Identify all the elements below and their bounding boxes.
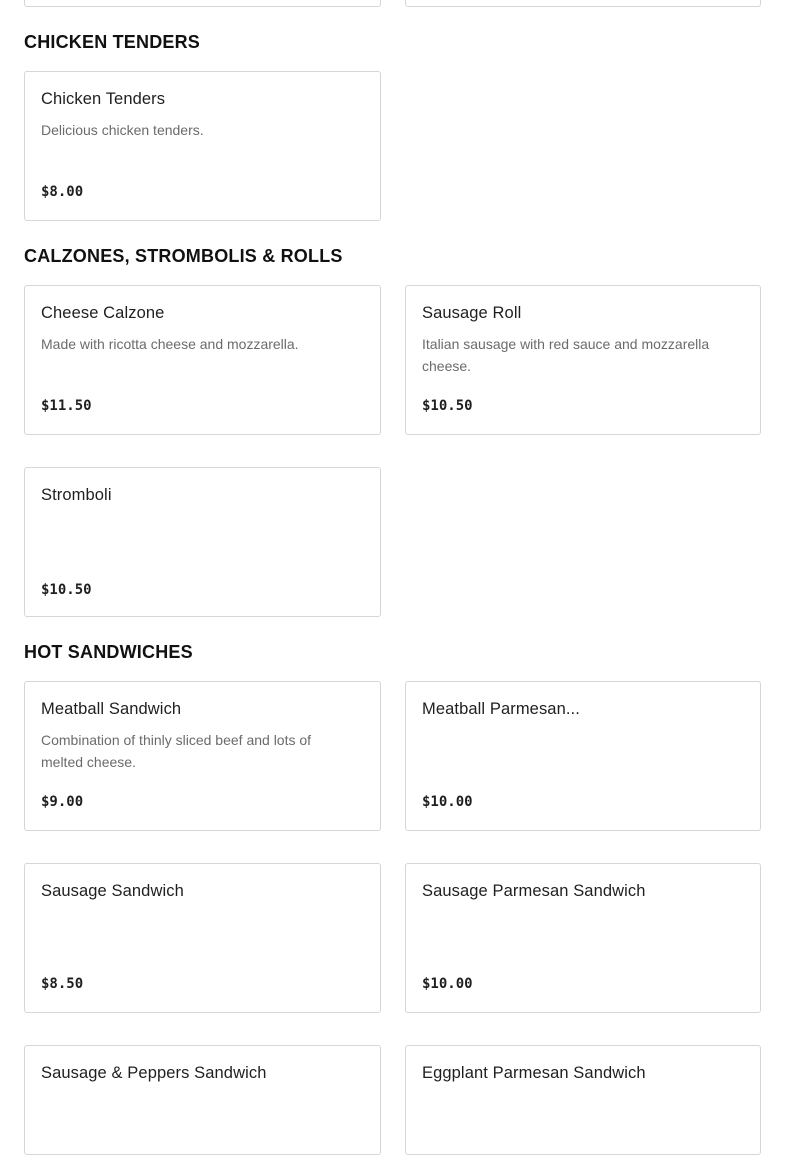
section-title-hot-sandwiches: HOT SANDWICHES <box>24 642 193 662</box>
menu-item-name: Sausage Parmesan Sandwich <box>422 882 646 900</box>
menu-item-card-partial[interactable] <box>405 0 761 7</box>
menu-item-name: Eggplant Parmesan Sandwich <box>422 1064 646 1082</box>
menu-item-name: Sausage Roll <box>422 304 522 322</box>
menu-item-card[interactable] <box>405 863 761 1013</box>
menu-item-price: $10.50 <box>41 582 92 598</box>
menu-item-price: $8.50 <box>41 976 84 992</box>
menu-item-card[interactable] <box>24 285 381 435</box>
menu-item-description: Italian sausage with red sauce and mozzarella cheese. <box>422 336 710 374</box>
menu-item-card[interactable] <box>405 1045 761 1155</box>
menu-item-name: Stromboli <box>41 486 112 504</box>
menu-item-price: $9.00 <box>41 794 84 810</box>
menu-item-card[interactable] <box>24 863 381 1013</box>
menu-item-name: Cheese Calzone <box>41 304 165 322</box>
menu-item-price: $8.00 <box>41 184 84 200</box>
menu-item-name: Meatball Sandwich <box>41 700 182 718</box>
menu-item-name: Sausage Sandwich <box>41 882 184 900</box>
menu-item-price: $10.50 <box>422 398 473 414</box>
menu-item-price: $10.00 <box>422 794 473 810</box>
section-title-chicken-tenders: CHICKEN TENDERS <box>24 32 201 52</box>
menu-item-card[interactable] <box>405 681 761 831</box>
menu-item-price: $11.50 <box>41 398 92 414</box>
menu-item-description: Combination of thinly sliced beef and lots of melted cheese. <box>41 732 312 770</box>
menu-item-name: Sausage & Peppers Sandwich <box>41 1064 267 1082</box>
menu-item-card[interactable] <box>24 467 381 617</box>
menu-item-card[interactable] <box>405 285 761 435</box>
menu-item-name: Chicken Tenders <box>41 90 166 108</box>
menu-item-description: Made with ricotta cheese and mozzarella. <box>41 336 299 352</box>
menu-item-card[interactable] <box>24 1045 381 1155</box>
menu-item-card-partial[interactable] <box>24 0 381 7</box>
menu-item-name: Meatball Parmesan... <box>422 700 580 718</box>
menu-item-price: $10.00 <box>422 976 473 992</box>
menu-item-description: Delicious chicken tenders. <box>41 122 204 138</box>
menu-item-card[interactable] <box>24 681 381 831</box>
section-title-calzones: CALZONES, STROMBOLIS & ROLLS <box>24 246 343 266</box>
menu-item-card[interactable] <box>24 71 381 221</box>
